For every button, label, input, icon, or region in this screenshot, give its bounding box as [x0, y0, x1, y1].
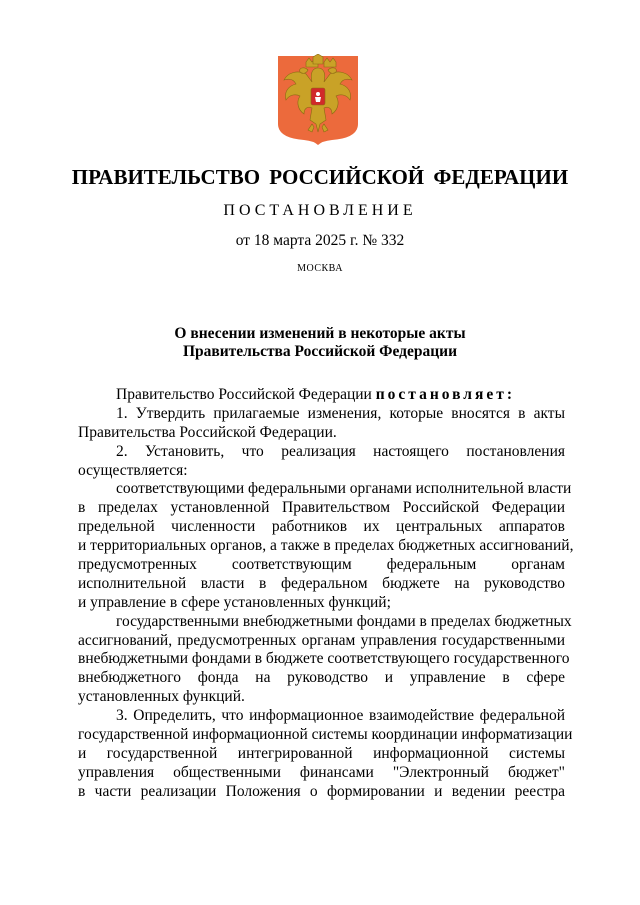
body-line: 1. Утвердить прилагаемые изменения, которые вносятся в акты [116, 404, 565, 422]
preamble [78, 386, 565, 405]
body-line: предельной численности работников их центральных аппаратов [78, 518, 565, 536]
government-title: ПРАВИТЕЛЬСТВО РОССИЙСКОЙ ФЕДЕРАЦИИ [71, 165, 569, 189]
body-line: государственными внебюджетными фондами в пределах бюджетных [116, 612, 572, 630]
document-body [78, 386, 574, 802]
document-kind: ПОСТАНОВЛЕНИЕ [223, 202, 417, 219]
body-line: ассигнований, предусмотренных органам управления государственными [78, 631, 565, 649]
body-line: исполнительной власти в федеральном бюджете на руководство [78, 574, 565, 592]
body-line: и управление в сфере установленных функций; [78, 593, 391, 611]
body-line: управления общественными финансами "Электронный бюджет" [78, 763, 565, 781]
body-line: и государственной интегрированной информационной системы [78, 744, 565, 762]
body-line: в пределах установленной Правительством Российской Федерации [78, 499, 565, 517]
body-line: соответствующими федеральными органами исполнительной власти [116, 480, 572, 498]
preamble-action: постановляет: [375, 386, 516, 403]
body-line: Правительства Российской Федерации. [78, 423, 337, 441]
date-number: от 18 марта 2025 г. № 332 [235, 232, 405, 249]
body-line: осуществляется: [78, 461, 188, 479]
subject-line: О внесении изменений в некоторые акты [174, 325, 466, 342]
body-line: 2. Установить, что реализация настоящего постановления [116, 442, 565, 460]
body-line: в части реализации Положения о формировании и ведении реестра [78, 782, 565, 800]
body-line: внебюджетными фондами в бюджете соответствующего государственного [78, 650, 570, 668]
body-line: установленных функций. [78, 688, 245, 706]
subject-line: Правительства Российской Федерации [182, 343, 458, 360]
body-line: 3. Определить, что информационное взаимодействие федеральной [116, 707, 565, 725]
preamble-text: Правительство Российской Федерации [116, 386, 376, 403]
city: МОСКВА [297, 263, 343, 274]
body-line: государственной информационной системы координации информатизации [78, 726, 573, 744]
body-line: внебюджетного фонда на руководство и управление в сфере [78, 669, 565, 687]
state-emblem-icon [276, 54, 360, 146]
body-line: предусмотренных соответствующим федеральным органам [78, 556, 565, 574]
document-subject [0, 325, 640, 361]
body-line: и территориальных органов, а также в пределах бюджетных ассигнований, [78, 537, 574, 555]
